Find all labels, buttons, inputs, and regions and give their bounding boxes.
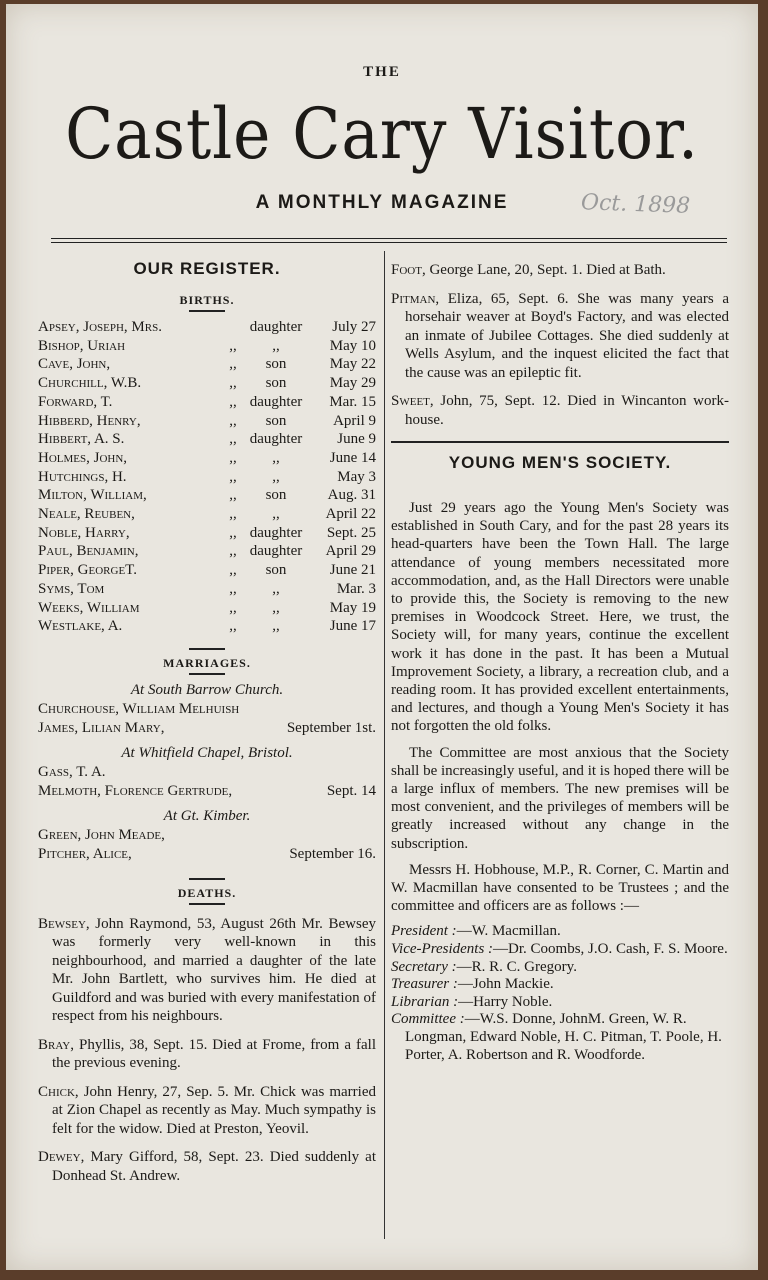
birth-row [38, 486, 376, 505]
officer-line [391, 923, 729, 941]
officer-line [391, 1011, 729, 1064]
birth-ditto: ,, [229, 599, 237, 616]
officer-names: —R. R. C. Gregory. [456, 958, 577, 975]
birth-name: Hibbert, A. S. [38, 431, 125, 448]
birth-date: Aug. 31 [327, 487, 376, 504]
birth-name: Milton, William, [38, 487, 147, 504]
masthead-subtitle: A MONTHLY MAGAZINE [255, 192, 509, 213]
header-rule-top [51, 238, 727, 239]
officer-names: —John Mackie. [457, 976, 554, 993]
birth-ditto: ,, [229, 562, 237, 579]
birth-sex: son [265, 562, 287, 579]
officer-line [391, 994, 729, 1012]
left-column [38, 251, 376, 1185]
death-details: Mary Gifford, 58, Sept. 23. Died suddenly at Donhead St. Andrew. [52, 1149, 376, 1184]
birth-date: June 9 [337, 431, 376, 448]
birth-row [38, 412, 376, 431]
death-details: George Lane, 20, Sept. 1. Died at Bath. [425, 262, 666, 278]
officer-role: Secretary : [391, 958, 457, 975]
magazine-page [6, 4, 758, 1270]
officer-role: Committee : [391, 1011, 465, 1028]
birth-ditto: ,, [229, 337, 237, 354]
birth-name: Weeks, William [38, 599, 140, 616]
birth-name: Hibberd, Henry, [38, 412, 141, 429]
birth-sex: ,, [272, 506, 280, 523]
birth-name: Holmes, John, [38, 449, 128, 466]
marriage-3-groom: Green, John Meade, [38, 826, 165, 843]
birth-name: Piper, GeorgeT. [38, 562, 137, 579]
marriage-2-groom: Gass, T. A. [38, 763, 106, 780]
birth-row [38, 393, 376, 412]
birth-name: Apsey, Joseph, Mrs. [38, 319, 162, 335]
birth-sex: daughter [249, 543, 303, 560]
birth-sex: ,, [272, 599, 280, 616]
birth-sex: daughter [249, 431, 303, 448]
birth-date: April 9 [333, 412, 376, 429]
birth-row [38, 580, 376, 599]
deaths-list-left [38, 915, 376, 1186]
birth-sex: daughter [249, 524, 303, 541]
marriage-3-bride: Pitcher, Alice, [38, 845, 132, 862]
birth-name: Churchill, W.B. [38, 375, 142, 392]
marriage-church-1: At South Barrow Church. [130, 681, 284, 698]
birth-row [38, 468, 376, 487]
marriage-2-bride: Melmoth, Florence Gertrude, [38, 782, 233, 799]
birth-sex: son [265, 356, 287, 373]
death-surname: Chick, [38, 1083, 79, 1100]
birth-date: May 10 [329, 337, 376, 354]
birth-date: Mar. 15 [329, 393, 376, 410]
marriage-3-line-2 [38, 845, 376, 864]
death-details: Phyllis, 38, Sept. 15. Died at Frome, from a fall the previous evening. [52, 1036, 376, 1072]
officer-names: —Dr. Coombs, J.O. Cash, F. S. Moore. [493, 941, 728, 958]
birth-ditto: ,, [229, 487, 237, 504]
death-entry [391, 392, 729, 429]
birth-sex: son [265, 487, 287, 504]
birth-row [38, 355, 376, 374]
death-entry [391, 261, 729, 280]
officer-names: —W.S. Donne, JohnM. Green, W. R. Longman, Edward Noble, H. C. Pitman, T. Poole, H. Porter, A. Robertson and R. Woodforde. [405, 1011, 722, 1063]
birth-name: Neale, Reuben, [38, 506, 135, 523]
births-heading: BIRTHS. [179, 293, 235, 307]
right-column [391, 251, 729, 1064]
register-heading: OUR REGISTER. [133, 259, 281, 278]
births-list [38, 318, 376, 636]
officer-names: —W. Macmillan. [456, 923, 561, 940]
death-surname: Dewey, [38, 1149, 85, 1166]
birth-ditto: ,, [229, 580, 237, 597]
marriage-2-date: Sept. 14 [326, 782, 376, 799]
birth-ditto: ,, [229, 618, 237, 635]
officer-role: Vice-Presidents : [391, 941, 494, 958]
marriage-church-2: At Whitfield Chapel, Bristol. [121, 744, 293, 761]
marriages-divider [189, 673, 225, 675]
society-paragraph-3: Messrs H. Hobhouse, M.P., R. Corner, C. Martin and W. Macmillan have consented to be Trustees ; and the committee and officers are as follows :— [391, 861, 729, 915]
birth-sex: ,, [272, 337, 280, 354]
birth-name: Noble, Harry, [38, 524, 130, 541]
birth-date: May 19 [329, 599, 376, 616]
birth-name: Forward, T. [38, 393, 113, 410]
birth-row [38, 599, 376, 618]
officers-list [391, 923, 729, 1064]
birth-date: June 14 [329, 449, 376, 466]
death-entry [38, 1083, 376, 1139]
death-entry [38, 1036, 376, 1073]
officer-role: Librarian : [391, 993, 459, 1010]
birth-ditto: ,, [229, 524, 237, 541]
birth-ditto: ,, [229, 468, 237, 485]
death-surname: Sweet, [391, 393, 434, 409]
birth-name: Bishop, Uriah [38, 337, 126, 354]
death-surname: Pitman, [391, 290, 440, 307]
death-entry [38, 915, 376, 1026]
deaths-heading: DEATHS. [177, 885, 237, 900]
birth-ditto [224, 318, 242, 337]
marriages-divider-top [189, 648, 225, 650]
birth-sex: daughter [249, 319, 303, 335]
death-entry [391, 290, 729, 383]
death-surname: Foot, [391, 262, 426, 278]
birth-ditto: ,, [229, 543, 237, 560]
birth-ditto: ,, [229, 412, 237, 429]
masthead-the: THE [363, 64, 401, 80]
birth-row [38, 449, 376, 468]
birth-name: Syms, Tom [38, 580, 105, 597]
birth-sex: son [265, 375, 287, 392]
birth-date: June 21 [329, 562, 376, 579]
birth-ditto: ,, [229, 431, 237, 448]
birth-name: Westlake, A. [38, 618, 123, 635]
birth-sex: daughter [249, 393, 303, 410]
birth-row [38, 430, 376, 449]
birth-row [38, 524, 376, 543]
marriage-3-line-1 [38, 826, 376, 845]
birth-sex: ,, [272, 449, 280, 466]
birth-sex: ,, [272, 468, 280, 485]
birth-ditto: ,, [229, 393, 237, 410]
birth-name: Hutchings, H. [38, 468, 127, 485]
death-surname: Bray, [38, 1036, 74, 1053]
birth-date: May 29 [329, 375, 376, 392]
masthead-title: Castle Cary Visitor. [65, 93, 699, 175]
birth-row [38, 561, 376, 580]
society-paragraph-1: Just 29 years ago the Young Men's Society was established in South Cary, and for the past 28 years its head-quarters have been the Town Hall. The large attendance of young members necessitated more accommodation, and, as the Hall Directors were unable to provide this, the Society is removing to the new premises in Woodcock Street. Here, we trust, the Society will, for many years, continue the excellent work it has done in the past. It has been a Mutual Improvement Society, a library, a recreation club, and a reading room. It has provided excellent entertainments, and lectures, and though a Young Men's Society it has not forgotten the old folks. [391, 500, 729, 735]
column-divider [384, 251, 385, 1239]
society-rule [391, 441, 729, 443]
marriage-1-date: September 1st. [286, 719, 376, 736]
marriage-3-date: September 16. [289, 845, 376, 862]
officer-line [391, 976, 729, 994]
birth-row [38, 318, 376, 337]
officer-line [391, 941, 729, 959]
birth-ditto: ,, [229, 375, 237, 392]
death-details: John Raymond, 53, August 26th Mr. Bewsey was formerly very well-known in this neighbourhood, and married a daughter of the late Mr. John Bartlett, who survives him. He died at Guildford and was buried with every manifestation of respect from his neighbours. [52, 915, 376, 1025]
birth-row [38, 337, 376, 356]
marriage-church-3: At Gt. Kimber. [163, 807, 251, 824]
birth-name: Paul, Benjamin, [38, 543, 139, 560]
birth-ditto: ,, [229, 356, 237, 373]
society-heading: YOUNG MEN'S SOCIETY. [448, 453, 672, 472]
officer-line [391, 959, 729, 977]
birth-date: July 27 [332, 319, 376, 335]
birth-date: April 29 [325, 543, 376, 560]
birth-date: May 3 [337, 468, 376, 485]
death-details: Eliza, 65, Sept. 6. She was many years a horsehair weaver at Boyd's Factory, and was elected an inmate of Jubilee Cottages. She died suddenly at Wells Asylum, and the inquest elicited the fact that the cause was an epileptic fit. [405, 290, 729, 381]
marriage-1-groom: Churchouse, William Melhuish [38, 700, 240, 717]
marriage-1-line-1 [38, 700, 376, 719]
marriage-2-line-1 [38, 763, 376, 782]
birth-row [38, 542, 376, 561]
birth-sex: ,, [272, 618, 280, 635]
death-entry [38, 1148, 376, 1185]
marriage-2-line-2 [38, 782, 376, 801]
marriage-1-line-2 [38, 719, 376, 738]
marriages-heading: MARRIAGES. [163, 655, 251, 670]
deaths-divider [189, 903, 225, 905]
birth-row [38, 374, 376, 393]
society-paragraph-2: The Committee are most anxious that the Society shall be increasingly useful, and it is hoped there will be a large influx of members. The new premises will be most convenient, and the privileges of members will be greatly increased without any change in the subscription. [391, 744, 729, 852]
marriage-1-bride: James, Lilian Mary, [38, 719, 165, 736]
deaths-divider-top [189, 878, 225, 880]
death-surname: Bewsey, [38, 915, 90, 932]
birth-row [38, 505, 376, 524]
birth-date: Sept. 25 [326, 524, 376, 541]
birth-date: June 17 [329, 618, 376, 635]
birth-sex: son [265, 412, 287, 429]
births-divider [189, 310, 225, 312]
officer-names: —Harry Noble. [458, 993, 553, 1010]
header-rule-bottom [51, 242, 727, 243]
death-details: John, 75, Sept. 12. Died in Wincanton work-house. [405, 393, 729, 428]
birth-ditto: ,, [229, 449, 237, 466]
officer-role: President : [391, 923, 457, 940]
birth-ditto: ,, [229, 506, 237, 523]
birth-name: Cave, John, [38, 356, 111, 373]
birth-date: May 22 [329, 356, 376, 373]
birth-sex: ,, [272, 580, 280, 597]
deaths-list-right [391, 261, 729, 429]
birth-date: Mar. 3 [336, 580, 376, 597]
handwritten-date: Oct. 1898 [580, 190, 691, 219]
birth-row [38, 617, 376, 636]
officer-role: Treasurer : [391, 976, 458, 993]
death-details: John Henry, 27, Sep. 5. Mr. Chick was married at Zion Chapel as recently as May. Much sympathy is felt for the widow. Died at Preston, Yeovil. [52, 1083, 376, 1137]
birth-date: April 22 [325, 506, 376, 523]
